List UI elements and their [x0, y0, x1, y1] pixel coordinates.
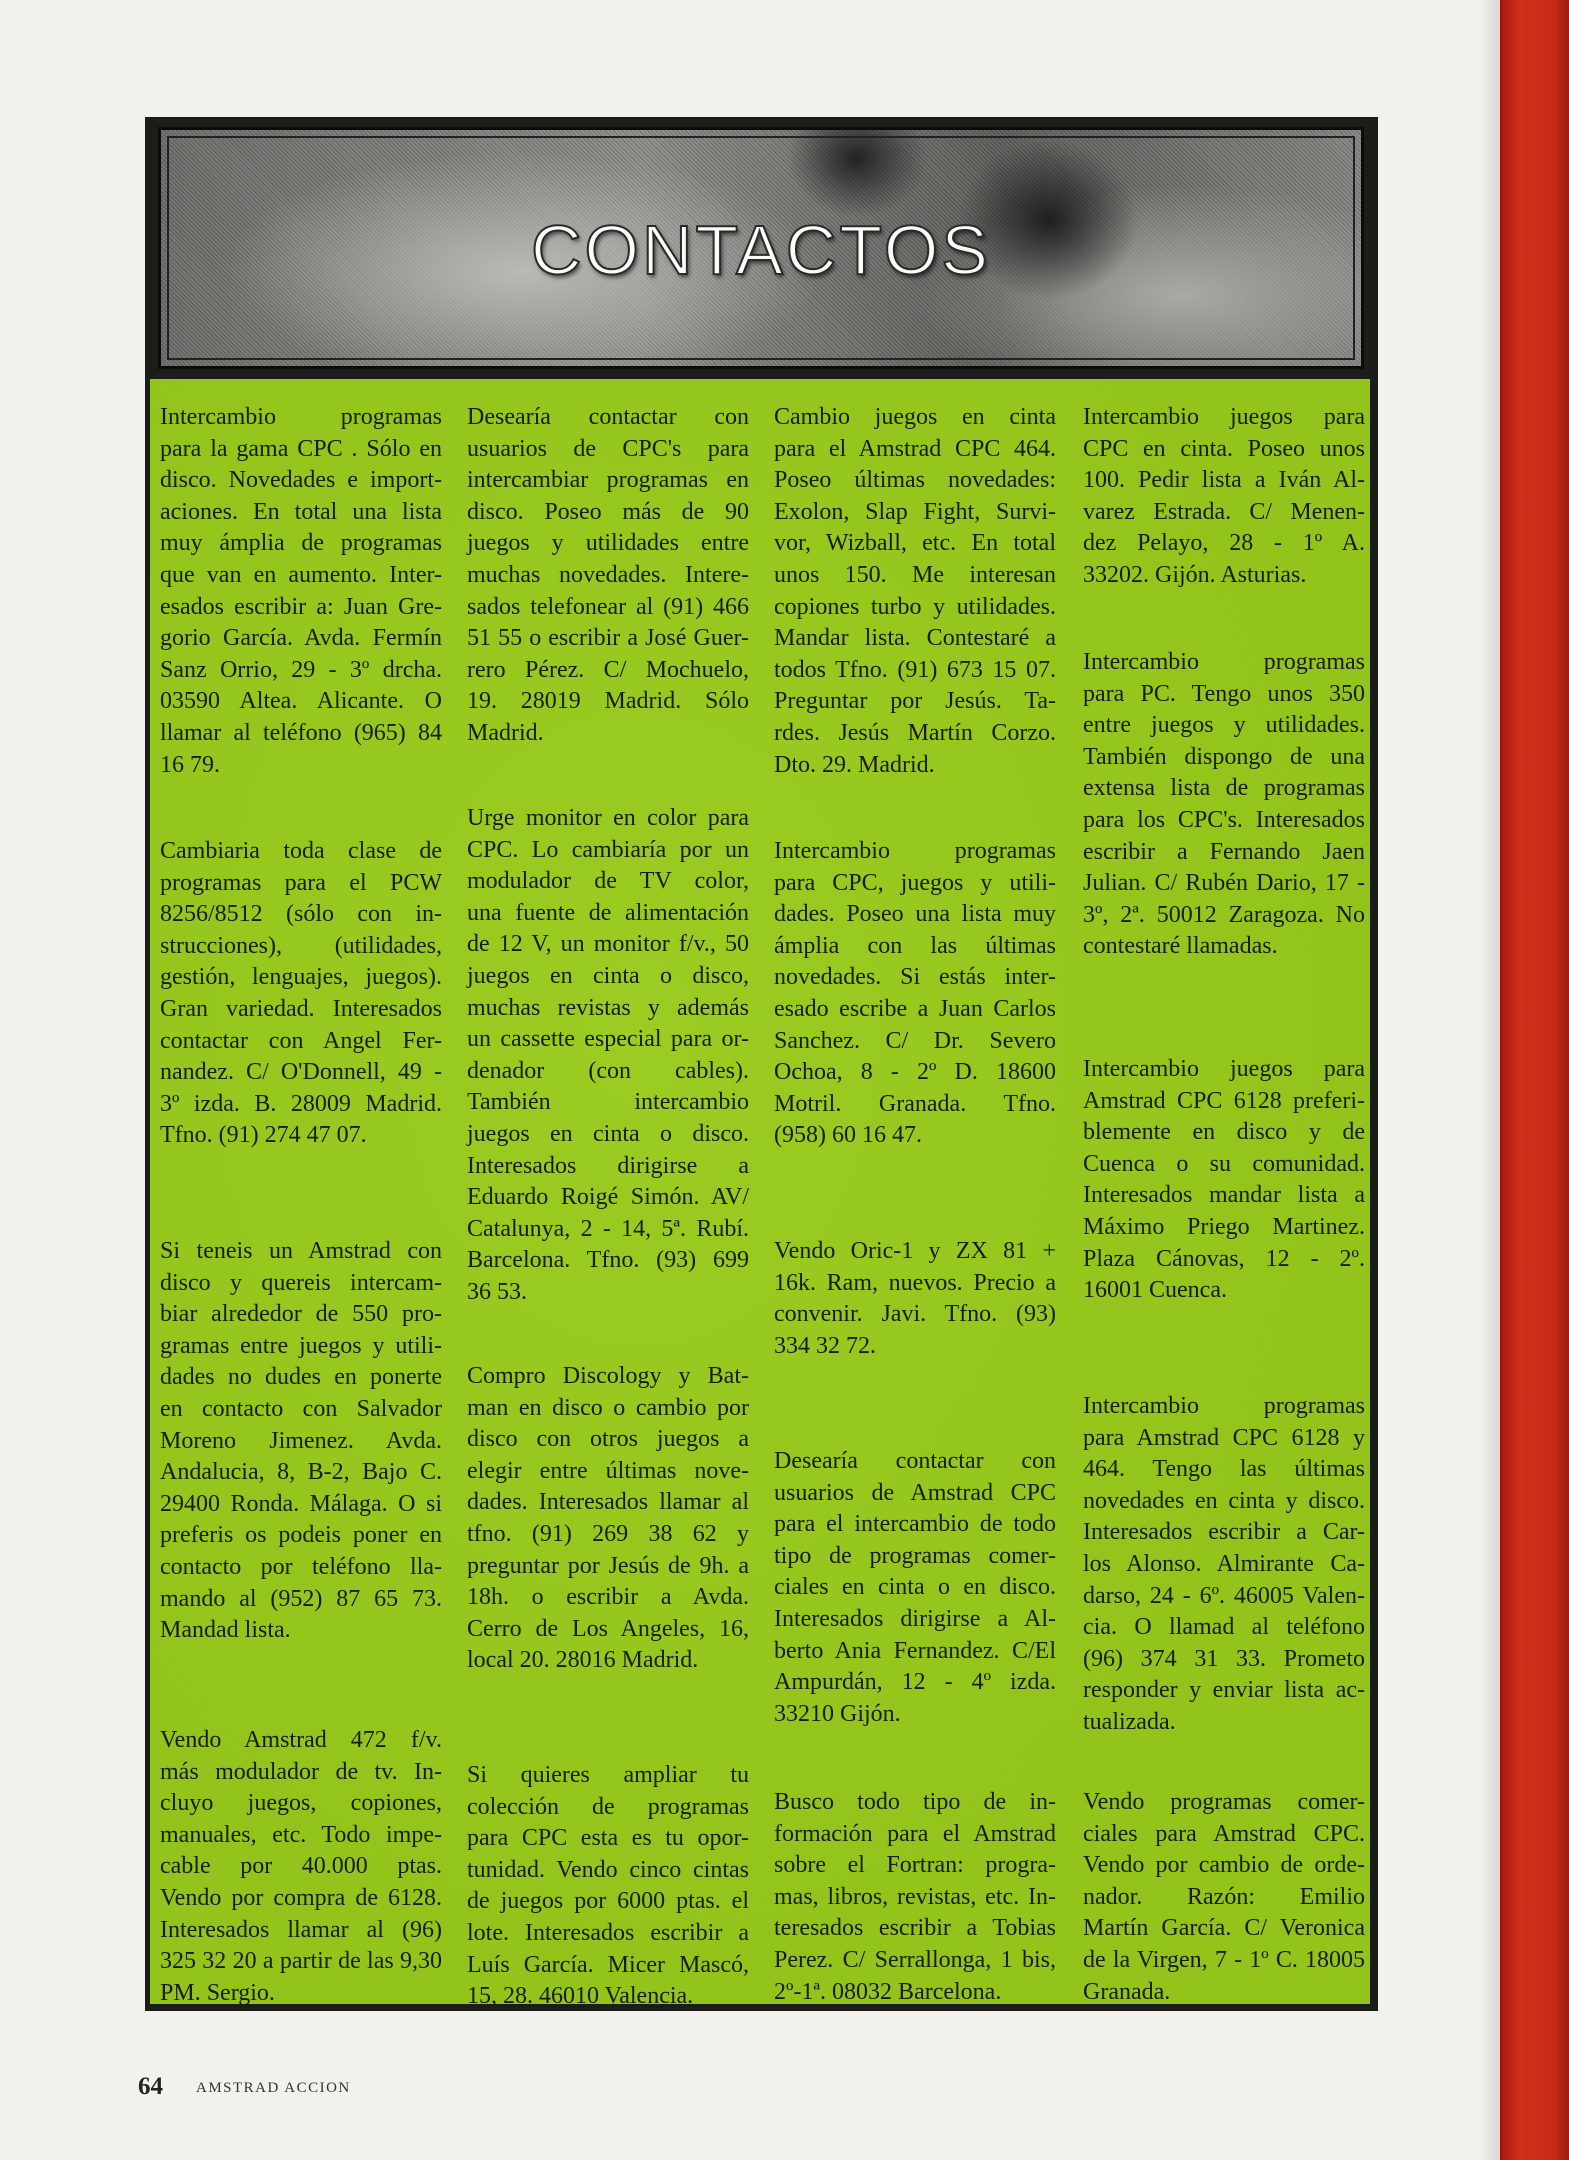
ad-text-line: para CPC, juegos y utili- — [774, 869, 1056, 896]
page-shadow — [1480, 0, 1502, 2160]
ad-text-line: (958) 60 16 47. — [774, 1122, 922, 1149]
ad-text-line: de juegos por 6000 ptas. el — [467, 1888, 749, 1915]
ad-text-line: novedades. Si estás inter- — [774, 964, 1056, 991]
ad-text-line: Vendo por cambio de orde- — [1083, 1852, 1365, 1879]
ad-text-line: local 20. 28016 Madrid. — [467, 1647, 699, 1674]
ad-text-line: Intercambio programas — [160, 404, 442, 430]
ad-text-line: Intercambio programas — [774, 838, 1056, 864]
ad-text-line: para Amstrad CPC 6128 y — [1083, 1424, 1365, 1451]
classified-ad — [1083, 1391, 1365, 1739]
ad-text-line: cluyo juegos, copiones, — [160, 1790, 442, 1817]
ad-text-line: Urge monitor en color para — [467, 805, 749, 831]
ad-text-line: Desearía contactar con — [774, 1448, 1056, 1474]
ad-text-line: Gran variedad. Interesados — [160, 995, 442, 1022]
ad-text-line: Luís García. Micer Mascó, — [467, 1951, 749, 1978]
ad-text-line: 2º-1ª. 08032 Barcelona. — [774, 1978, 1002, 2005]
ad-text-line: usuarios de Amstrad CPC — [774, 1479, 1056, 1506]
ad-text-line: elegir entre últimas nove- — [467, 1457, 749, 1484]
magazine-name: AMSTRAD ACCION — [196, 2080, 351, 2096]
ad-text-line: rero Pérez. C/ Mochuelo, — [467, 656, 749, 683]
ad-text-line: Tfno. (91) 274 47 07. — [160, 1122, 367, 1149]
ad-text-line: ciales para Amstrad CPC. — [1083, 1820, 1365, 1847]
ad-text-line: tunidad. Vendo cinco cintas — [467, 1856, 749, 1883]
ad-text-line: Dto. 29. Madrid. — [774, 751, 935, 778]
ad-text-line: denador (con cables). — [467, 1057, 749, 1084]
ad-text-line: También dispongo de una — [1083, 743, 1365, 770]
ad-text-line: man en disco o cambio por — [467, 1394, 749, 1421]
classified-ad — [774, 836, 1056, 1152]
ad-text-line: preferis os podeis poner en — [160, 1522, 442, 1549]
ad-text-line: 334 32 72. — [774, 1332, 876, 1359]
ad-text-line: Vendo Oric-1 y ZX 81 + — [774, 1238, 1056, 1264]
ad-text-line: para CPC esta es tu opor- — [467, 1825, 749, 1852]
ad-text-line: 03590 Altea. Alicante. O — [160, 688, 442, 715]
ad-text-line: aciones. En total una lista — [160, 498, 442, 525]
ad-text-line: intercambiar programas en — [467, 467, 749, 494]
ad-text-line: Intercambio juegos para — [1083, 404, 1365, 430]
ad-text-line: juegos en cinta o disco, — [467, 962, 749, 989]
ad-text-line: Exolon, Slap Fight, Survi- — [774, 498, 1056, 525]
ad-text-line: Granada. — [1083, 1978, 1171, 2005]
ad-text-line: más modulador de tv. In- — [160, 1758, 442, 1785]
ad-text-line: 33210 Gijón. — [774, 1700, 901, 1727]
ad-text-line: Si teneis un Amstrad con — [160, 1238, 442, 1264]
classified-ad — [160, 402, 442, 781]
ad-text-line: Interesados llamar al (96) — [160, 1916, 442, 1943]
ad-text-line: copiones turbo y utilidades. — [774, 593, 1056, 620]
ad-text-line: contacto por teléfono lla- — [160, 1553, 442, 1580]
ad-text-line: dades. Poseo una lista muy — [774, 901, 1056, 928]
ad-text-line: muy ámplia de programas — [160, 530, 442, 557]
ad-text-line: 16 79. — [160, 751, 220, 778]
ad-text-line: nandez. C/ O'Donnell, 49 - — [160, 1059, 442, 1086]
ad-text-line: Cerro de Los Angeles, 16, — [467, 1615, 749, 1642]
ad-text-line: disco y quereis intercam- — [160, 1269, 442, 1296]
ad-text-line: de la Virgen, 7 - 1º C. 18005 — [1083, 1946, 1365, 1973]
ad-text-line: teresados escribir a Tobias — [774, 1915, 1056, 1942]
ad-text-line: CPC en cinta. Poseo unos — [1083, 435, 1365, 462]
ad-text-line: Busco todo tipo de in- — [774, 1789, 1056, 1815]
ad-text-line: contestaré llamadas. — [1083, 933, 1278, 960]
ad-text-line: Intercambio programas — [1083, 649, 1365, 675]
ad-text-line: para los CPC's. Interesados — [1083, 806, 1365, 833]
ad-text-line: colección de programas — [467, 1793, 749, 1820]
ad-text-line: 325 32 20 a partir de las 9,30 — [160, 1948, 442, 1975]
ad-text-line: 16001 Cuenca. — [1083, 1277, 1227, 1304]
ad-text-line: ámplia con las últimas — [774, 932, 1056, 959]
ad-text-line: 3º izda. B. 28009 Madrid. — [160, 1090, 442, 1117]
ad-text-line: muchas novedades. Intere- — [467, 561, 749, 588]
ad-text-line: mando al (952) 87 65 73. — [160, 1585, 442, 1612]
classified-ad — [160, 836, 442, 1152]
ad-text-line: Cuenca o su comunidad. — [1083, 1150, 1365, 1177]
ad-text-line: Eduardo Roigé Simón. AV/ — [467, 1184, 749, 1211]
ad-text-line: Poseo últimas novedades: — [774, 467, 1056, 494]
ad-text-line: Amstrad CPC 6128 preferi- — [1083, 1087, 1365, 1114]
ad-text-line: responder y enviar lista ac- — [1083, 1677, 1365, 1704]
ad-text-line: dades no dudes en ponerte — [160, 1364, 442, 1391]
ad-text-line: Andalucia, 8, B-2, Bajo C. — [160, 1459, 442, 1486]
ad-text-line: sados telefonear al (91) 466 — [467, 593, 749, 620]
ad-text-line: Martín García. C/ Veronica — [1083, 1915, 1365, 1942]
ad-text-line: Ampurdán, 12 - 4º izda. — [774, 1669, 1056, 1696]
ad-text-line: dades. Interesados llamar al — [467, 1489, 749, 1516]
ad-text-line: cable por 40.000 ptas. — [160, 1853, 442, 1880]
ad-text-line: modulador de TV color, — [467, 868, 749, 895]
ad-text-line: Intercambio programas — [1083, 1393, 1365, 1419]
ad-text-line: 100. Pedir lista a Iván Al- — [1083, 467, 1365, 494]
ad-text-line: de 12 V, un monitor f/v., 50 — [467, 931, 749, 958]
ad-text-line: 8256/8512 (sólo con in- — [160, 901, 442, 928]
ad-text-line: lote. Interesados escribir a — [467, 1919, 749, 1946]
ad-text-line: darso, 24 - 6º. 46005 Valen- — [1083, 1582, 1365, 1609]
ad-text-line: Interesados mandar lista a — [1083, 1182, 1365, 1209]
ad-text-line: extensa lista de programas — [1083, 775, 1365, 802]
classified-ad — [467, 402, 749, 750]
classified-ad — [467, 803, 749, 1309]
ad-text-line: Barcelona. Tfno. (93) 699 — [467, 1247, 749, 1274]
ad-text-line: Desearía contactar con — [467, 404, 749, 430]
classified-ad — [467, 1760, 749, 2013]
classified-ad — [160, 1725, 442, 2009]
ad-text-line: 51 55 o escribir a José Guer- — [467, 625, 749, 652]
ad-text-line: Compro Discology y Bat- — [467, 1363, 749, 1389]
ad-text-line: Cambio juegos en cinta — [774, 404, 1056, 430]
ad-text-line: 29400 Ronda. Málaga. O si — [160, 1490, 442, 1517]
ad-text-line: 18h. o escribir a Avda. — [467, 1584, 749, 1611]
ad-text-line: Perez. C/ Serrallonga, 1 bis, — [774, 1946, 1056, 1973]
ad-text-line: para la gama CPC . Sólo en — [160, 435, 442, 462]
ad-text-line: tfno. (91) 269 38 62 y — [467, 1520, 749, 1547]
ad-text-line: Preguntar por Jesús. Ta- — [774, 688, 1056, 715]
classified-ad — [1083, 1054, 1365, 1307]
ad-text-line: dez Pelayo, 28 - 1º A. — [1083, 530, 1365, 557]
ad-text-line: 16k. Ram, nuevos. Precio a — [774, 1269, 1056, 1296]
ad-text-line: Vendo Amstrad 472 f/v. — [160, 1727, 442, 1753]
ad-text-line: escribir a Fernando Jaen — [1083, 838, 1365, 865]
ad-text-line: disco. Poseo más de 90 — [467, 498, 749, 525]
ad-text-line: llamar al teléfono (965) 84 — [160, 719, 442, 746]
ad-text-line: tipo de programas comer- — [774, 1542, 1056, 1569]
ad-text-line: cia. O llamad al teléfono — [1083, 1614, 1365, 1641]
ad-text-line: Plaza Cánovas, 12 - 2º. — [1083, 1245, 1365, 1272]
ad-text-line: Julian. C/ Rubén Dario, 17 - — [1083, 870, 1365, 897]
ad-text-line: 36 53. — [467, 1278, 527, 1305]
ad-text-line: para el Amstrad CPC 464. — [774, 435, 1056, 462]
section-title: CONTACTOS — [531, 211, 991, 289]
ad-text-line: Máximo Priego Martinez. — [1083, 1213, 1365, 1240]
ad-text-line: muchas revistas y además — [467, 994, 749, 1021]
ad-text-line: entre juegos y utilidades. — [1083, 712, 1365, 739]
classified-ad — [160, 1236, 442, 1647]
ad-text-line: un cassette especial para or- — [467, 1026, 749, 1053]
ad-text-line: nador. Razón: Emilio — [1083, 1883, 1365, 1910]
ad-text-line: para PC. Tengo unos 350 — [1083, 680, 1365, 707]
classified-ad — [467, 1361, 749, 1677]
ad-text-line: juegos y utilidades entre — [467, 530, 749, 557]
ad-text-line: ciales en cinta o en disco. — [774, 1574, 1056, 1601]
ad-text-line: preguntar por Jesús de 9h. a — [467, 1552, 749, 1579]
page-number: 64 — [138, 2073, 163, 2100]
ad-text-line: Vendo programas comer- — [1083, 1789, 1365, 1815]
ad-text-line: Sanz Orrio, 29 - 3º drcha. — [160, 656, 442, 683]
ad-text-line: Interesados escribir a Car- — [1083, 1519, 1365, 1546]
ad-text-line: esados escribir a: Juan Gre- — [160, 593, 442, 620]
ad-text-line: Sanchez. C/ Dr. Severo — [774, 1027, 1056, 1054]
ad-text-line: Catalunya, 2 - 14, 5ª. Rubí. — [467, 1215, 749, 1242]
ad-text-line: varez Estrada. C/ Menen- — [1083, 498, 1365, 525]
ad-text-line: Cambiaria toda clase de — [160, 838, 442, 864]
classified-ad — [774, 1446, 1056, 1730]
ad-text-line: berto Ania Fernandez. C/El — [774, 1637, 1056, 1664]
ad-text-line: esado escribe a Juan Carlos — [774, 995, 1056, 1022]
ad-text-line: que van en aumento. Inter- — [160, 561, 442, 588]
ad-text-line: 15, 28. 46010 Valencia. — [467, 1983, 694, 2010]
ad-text-line: 19. 28019 Madrid. Sólo — [467, 688, 749, 715]
ad-text-line: gramas entre juegos y utili- — [160, 1332, 442, 1359]
ad-text-line: rdes. Jesús Martín Corzo. — [774, 719, 1056, 746]
ad-text-line: Intercambio juegos para — [1083, 1056, 1365, 1082]
classified-ad — [1083, 647, 1365, 963]
ad-text-line: todos Tfno. (91) 673 15 07. — [774, 656, 1056, 683]
ad-text-line: Si quieres ampliar tu — [467, 1762, 749, 1788]
ad-text-line: También intercambio — [467, 1089, 749, 1116]
ad-text-line: manuales, etc. Todo impe- — [160, 1821, 442, 1848]
classified-ad — [1083, 402, 1365, 592]
ad-text-line: 33202. Gijón. Asturias. — [1083, 561, 1307, 588]
ad-text-line: Interesados dirigirse a — [467, 1152, 749, 1179]
ad-text-line: Vendo por compra de 6128. — [160, 1884, 442, 1911]
ad-text-line: contactar con Angel Fer- — [160, 1027, 442, 1054]
ad-text-line: sobre el Fortran: progra- — [774, 1852, 1056, 1879]
ad-text-line: PM. Sergio. — [160, 1979, 275, 2006]
ad-text-line: (96) 374 31 33. Prometo — [1083, 1645, 1365, 1672]
ad-text-line: Mandad lista. — [160, 1617, 291, 1644]
ad-text-line: para el intercambio de todo — [774, 1511, 1056, 1538]
ad-text-line: 464. Tengo las últimas — [1083, 1456, 1365, 1483]
ad-text-line: mas, libros, revistas, etc. In- — [774, 1883, 1056, 1910]
classified-ad — [774, 1236, 1056, 1362]
section-header — [158, 127, 1364, 369]
ad-text-line: Moreno Jimenez. Avda. — [160, 1427, 442, 1454]
ad-text-line: una fuente de alimentación — [467, 899, 749, 926]
ad-text-line: blemente en disco y de — [1083, 1119, 1365, 1146]
ad-text-line: gestión, lenguajes, juegos). — [160, 964, 442, 991]
ad-text-line: formación para el Amstrad — [774, 1820, 1056, 1847]
ad-text-line: disco. Novedades e import- — [160, 467, 442, 494]
ad-text-line: usuarios de CPC's para — [467, 435, 749, 462]
ad-text-line: Ochoa, 8 - 2º D. 18600 — [774, 1059, 1056, 1086]
classified-ad — [774, 402, 1056, 781]
ad-text-line: Motril. Granada. Tfno. — [774, 1090, 1056, 1117]
adjacent-page-edge — [1500, 0, 1569, 2160]
ad-text-line: disco con otros juegos a — [467, 1426, 749, 1453]
ad-text-line: Mandar lista. Contestaré a — [774, 625, 1056, 652]
classified-ad — [774, 1787, 1056, 2008]
ad-text-line: CPC. Lo cambiaría por un — [467, 836, 749, 863]
ad-text-line: Madrid. — [467, 719, 544, 746]
ad-text-line: novedades en cinta y disco. — [1083, 1487, 1365, 1514]
ad-text-line: Interesados dirigirse a Al- — [774, 1605, 1056, 1632]
ad-text-line: en contacto con Salvador — [160, 1395, 442, 1422]
ad-text-line: gorio García. Avda. Fermín — [160, 625, 442, 652]
ad-text-line: tualizada. — [1083, 1708, 1176, 1735]
classified-ad — [1083, 1787, 1365, 2008]
ad-text-line: juegos en cinta o disco. — [467, 1120, 749, 1147]
ad-text-line: unos 150. Me interesan — [774, 561, 1056, 588]
ad-text-line: 3º, 2ª. 50012 Zaragoza. No — [1083, 901, 1365, 928]
ad-text-line: strucciones), (utilidades, — [160, 932, 442, 959]
ad-text-line: biar alrededor de 550 pro- — [160, 1301, 442, 1328]
ad-text-line: convenir. Javi. Tfno. (93) — [774, 1301, 1056, 1328]
ad-text-line: programas para el PCW — [160, 869, 442, 896]
ad-text-line: los Alonso. Almirante Ca- — [1083, 1550, 1365, 1577]
ad-text-line: vor, Wizball, etc. En total — [774, 530, 1056, 557]
